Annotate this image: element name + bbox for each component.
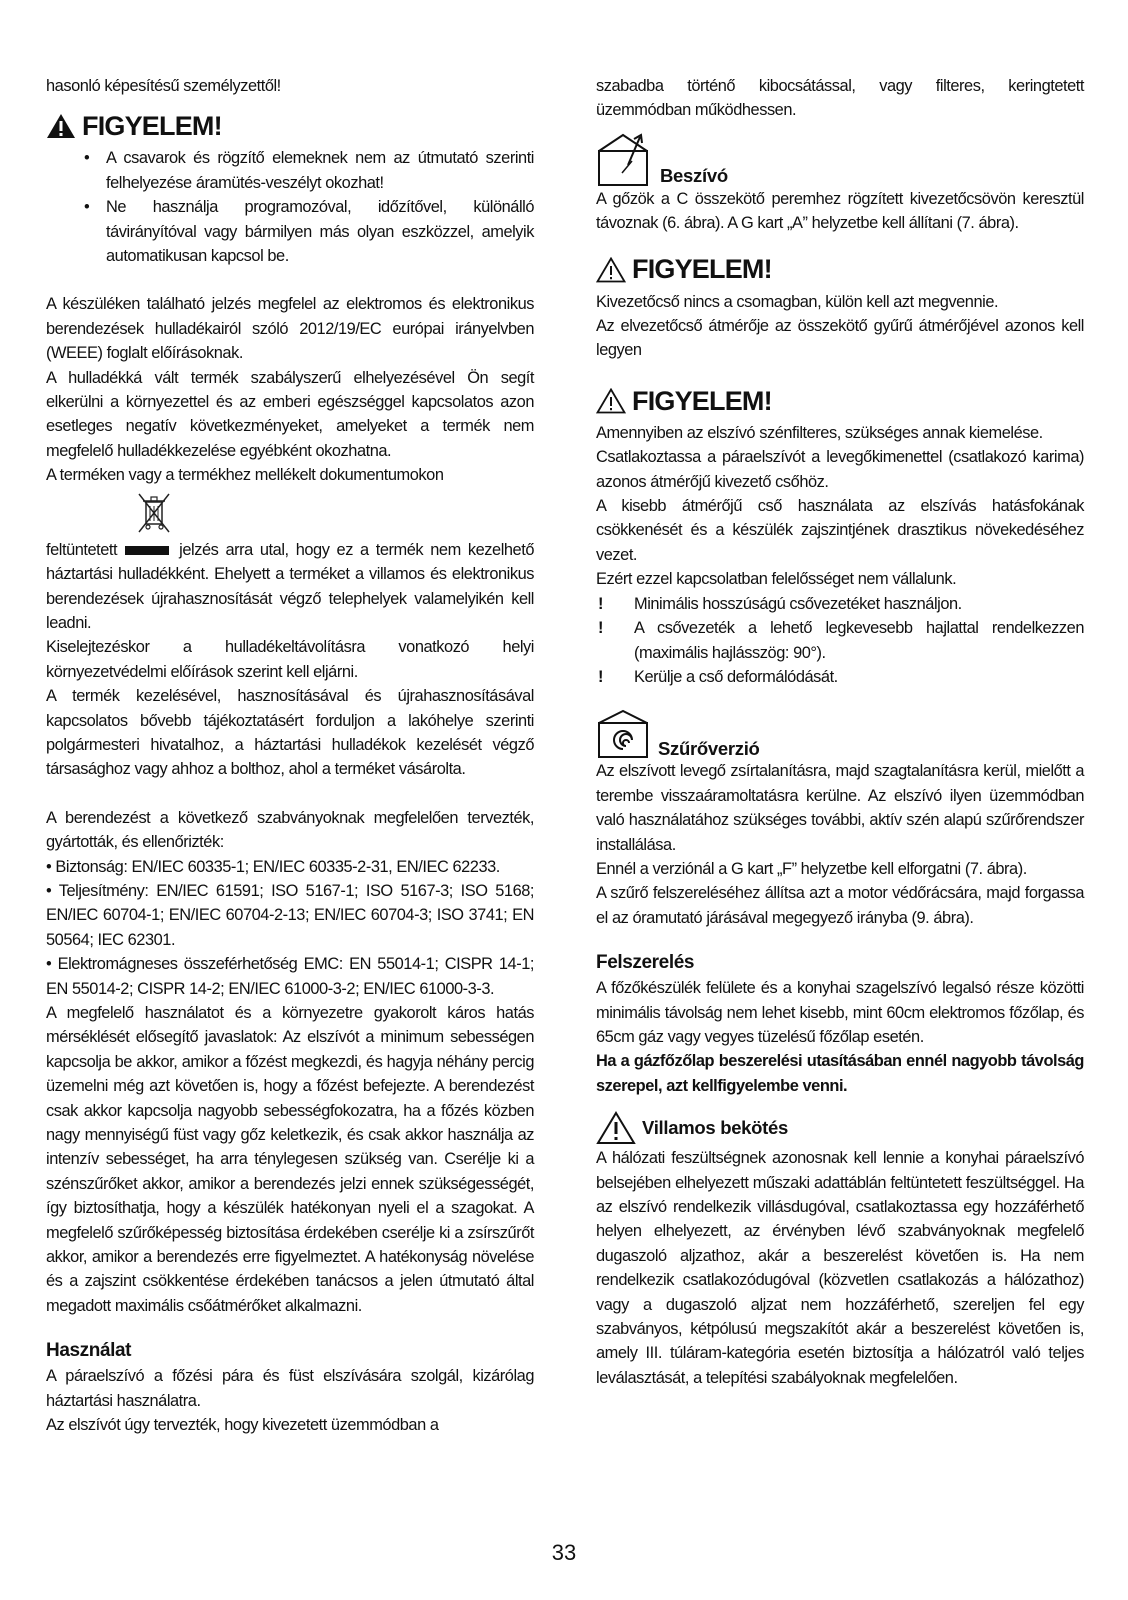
weee-paragraph-3-start: A terméken vagy a termékhez mellékelt dokumentumokon [46, 466, 444, 485]
hasznalat-paragraph-1: A páraelszívó a főzési pára és füst elszívására szolgál, kizárólag háztartási használatra. [46, 1367, 534, 1410]
weee-paragraph-1: A készüléken található jelzés megfelel az elektromos és elektronikus berendezések hulladékairól szóló 2012/19/EC európai irányelvben (WEEE) foglalt előírásoknak. [46, 295, 534, 363]
standards-emc: • Elektromágneses összeférhetőség EMC: EN 55014-1; CISPR 14-1; EN 55014-2; CISPR 14-2; EN/IEC 61000-3-2; EN/IEC 61000-3-3. [46, 955, 534, 998]
right-column [596, 74, 1084, 1390]
warning2-paragraph-4: Ezért ezzel kapcsolatban felelősséget nem vállalunk. [596, 570, 957, 589]
felszereles-paragraph-2: Ha a gázfőzőlap beszerelési utasításában ennél nagyobb távolság szerepel, azt kellfigyelembe venni. [596, 1052, 1084, 1095]
beszivo-title: Beszívó [660, 165, 728, 187]
weee-paragraph-3 [46, 538, 534, 636]
warning-title: FIGYELEM! [632, 254, 772, 285]
hasznalat-heading: Használat [46, 1340, 132, 1362]
hasznalat-paragraph-2: Az elszívót úgy tervezték, hogy kivezetett üzemmódban a [46, 1416, 439, 1435]
felszereles-paragraph-1: A főzőkészülék felülete és a konyhai szagelszívó legalsó része közötti minimális távolság nem lehet kisebb, mint 60cm elektromos főzőlap, és 65cm gáz vagy vegyes tüzelésű főzőlap esetén. [596, 979, 1084, 1046]
page-number: 33 [551, 1540, 577, 1565]
exclamation-mark: ! [598, 667, 604, 686]
weee-paragraph-4: Kiselejtezéskor a hulladékeltávolításra vonatkozó helyi környezetvédelmi előírások szerint kell eljárni. [46, 638, 534, 681]
weee-symbol-row [46, 488, 534, 538]
list-item: ! Kerülje a cső deformálódását. [596, 665, 1084, 689]
standards-intro: A berendezést a következő szabványoknak megfelelően tervezték, gyártották, és ellenőrizték: [46, 808, 534, 852]
warning2-paragraph-2: Csatlakoztassa a páraelszívót a levegőkimenettel (csatlakozó karima) azonos átmérőjű kivezető csőhöz. [596, 448, 1084, 491]
warning-heading-2 [596, 383, 1084, 419]
weee-paragraph-5: A termék kezelésével, hasznosításával és újrahasznosításával kapcsolatos bővebb tájékoztatásért forduljon a lakóhelye szerinti polgármesteri hivatalhoz, a háztartási hulladékok kezelését végző társasághoz vagy ahhoz a bolthoz, ahol a terméket vásárolta. [46, 687, 534, 779]
list-item: • A csavarok és rögzítő elemeknek nem az útmutató szerinti felhelyezése áramütés-veszélyt okozhat! [84, 146, 534, 195]
ducted-house-icon [596, 131, 652, 187]
felszereles-heading: Felszerelés [596, 952, 695, 974]
warning1-paragraph-1: Kivezetőcső nincs a csomagban, külön kell azt megvennie. [596, 292, 999, 311]
warning-heading [46, 108, 534, 144]
villamos-title: Villamos bekötés [642, 1116, 789, 1138]
warning2-paragraph-1: Amennyiben az elszívó szénfilteres, szükséges annak kiemelése. [596, 423, 1043, 442]
warning-filled-icon [46, 113, 76, 139]
weee-bar-symbol [125, 546, 169, 555]
warning-outline-icon [596, 388, 626, 414]
warning-title: FIGYELEM! [82, 111, 222, 142]
warning-outline-icon [596, 257, 626, 283]
beszivo-paragraph: A gőzök a C összekötő peremhez rögzített kivezetőcsövön keresztül távoznak (6. ábra). A G kart „A” helyzetbe kell állítani (7. ábra). [596, 189, 1084, 233]
szuro-paragraph-1: Az elszívott levegő zsírtalanításra, majd szagtalanításra kerül, mielőtt a terembe visszaáramoltatásra kerülne. Az elszívó ilyen üzemmódban való használatához szükséges további, aktív szén alapú szűrőrendszer installálása. [596, 762, 1084, 854]
warning-title: FIGYELEM! [632, 385, 772, 416]
exclamation-mark: ! [598, 619, 604, 638]
standards-performance: • Teljesítmény: EN/IEC 61591; ISO 5167-1; ISO 5167-3; ISO 5168; EN/IEC 60704-1; EN/IEC 60704-2-13; EN/IEC 60704-3; ISO 3741; EN 50564; IEC 62301. [46, 881, 534, 949]
warning-heading-1 [596, 252, 1084, 288]
weee-word: feltüntetett [46, 540, 118, 559]
szuro-paragraph-3: A szűrő felszereléséhez állítsa azt a motor védőrácsára, majd forgassa el az óramutató járásával megegyező irányba (9. ábra). [596, 884, 1084, 927]
szuro-heading [596, 701, 1084, 759]
warning1-paragraph-2: Az elvezetőcső átmérője az összekötő gyűrű átmérőjével azonos kell legyen [596, 317, 1084, 360]
intro-line: hasonló képesítésű személyzettől! [46, 77, 281, 95]
exclamation-mark: ! [598, 594, 604, 613]
villamos-heading [596, 1110, 1084, 1146]
weee-paragraph-2: A hulladékká vált termék szabályszerű elhelyezésével Ön segít elkerülni a környezettel és az emberi egészséggel kapcsolatos azon esetleges negatív következményeket, amelyeket a termék nem megfelelő hulladékkezelése egyébként okozhatna. [46, 368, 534, 460]
standards-safety: • Biztonság: EN/IEC 60335-1; EN/IEC 60335-2-31, EN/IEC 62233. [46, 857, 500, 876]
weee-rest: jelzés arra utal, hogy ez a termék nem kezelhető háztartási hulladékként. Ehelyett a terméket a villamos és elektronikus berendezések újrahasznosítását végző telephelyek valamelyikén kell leadni. [46, 540, 534, 632]
usage-tips-paragraph: A megfelelő használatot és a környezetre gyakorolt káros hatás mérséklését elősegítő javaslatok: Az elszívót a minimum sebességen kapcsolja be akkor, amikor a főzést megkezdi, és hagyja néhány percig üzemelni még azt követően is, hogy a főzést befejezte. A berendezést csak akkor kapcsolja nagyobb sebességfokozatra, ha a főzés közben nagy mennyiségű füst vagy gőz keletkezik, és csak akkor használja az intenzív sebességet, ha arra ténylegesen szükség van. Cserélje ki a szénszűrőket akkor, amikor a berendezés jelzi ennek szükségességét, így biztosíthatja, hogy a készülék hatékonyan nyeli el a szagokat. A megfelelő szűrőképesség biztosítása érdekében cserélje ki a zsírszűrőt akkor, amikor a berendezés erre figyelmeztet. A hatékonyság növelése és a zajszint csökkentése érdekében tanácsos a jelen útmutató által megadott maximális csőátmérőket alkalmazni. [46, 1004, 534, 1315]
left-column [46, 74, 534, 1438]
electrical-warning-icon [596, 1111, 636, 1145]
szuro-paragraph-2: Ennél a verziónál a G kart „F” helyzetbe kell elforgatni (7. ábra). [596, 859, 1027, 878]
crossed-bin-icon [134, 490, 174, 536]
list-item: • Ne használja programozóval, időzítővel, különálló távirányítóval vagy bármilyen más olyan eszközzel, amelyik automatikusan kapcsol be. [84, 195, 534, 268]
villamos-paragraph: A hálózati feszültségnek azonosnak kell lennie a konyhai páraelszívó belsejében elhelyezett műszaki adattáblán feltüntetett feszültséggel. Ha az elszívó rendelkezik villásdugóval, csatlakoztassa egy hozzáférhető helyen elhelyezett, az érvényben lévő szabványoknak megfelelő dugaszoló aljzathoz, akár a beszerelést követően is. Ha nem rendelkezik csatlakozódugóval (közvetlen csatlakozás a hálózathoz) vagy a dugaszoló aljzat nem hozzáférhető, szereljen fel egy szabványos, kétpólusú megszakítót akár a beszerelést követően is, amely III. túláram-kategória esetén biztosítja a hálózatról való teljes leválasztását, a telepítési szabályoknak megfelelően. [596, 1149, 1084, 1387]
warning2-paragraph-3: A kisebb átmérőjű cső használata az elszívás hatásfokának csökkenését és a készülék zajszintjének drasztikus növekedéséhez vezet. [596, 497, 1084, 564]
list-item: ! A csővezeték a lehető legkevesebb hajlattal rendelkezzen (maximális hajlásszög: 90°). [596, 616, 1084, 665]
beszivo-heading [596, 129, 1084, 187]
szuro-title: Szűrőverzió [658, 737, 760, 759]
warning2-list [596, 592, 1084, 690]
continued-line: szabadba történő kibocsátással, vagy filteres, keringtetett üzemmódban működhessen. [596, 77, 1084, 120]
list-item: ! Minimális hosszúságú csővezetéket használjon. [596, 592, 1084, 616]
filter-house-icon [596, 709, 650, 759]
warning-list [84, 146, 534, 268]
